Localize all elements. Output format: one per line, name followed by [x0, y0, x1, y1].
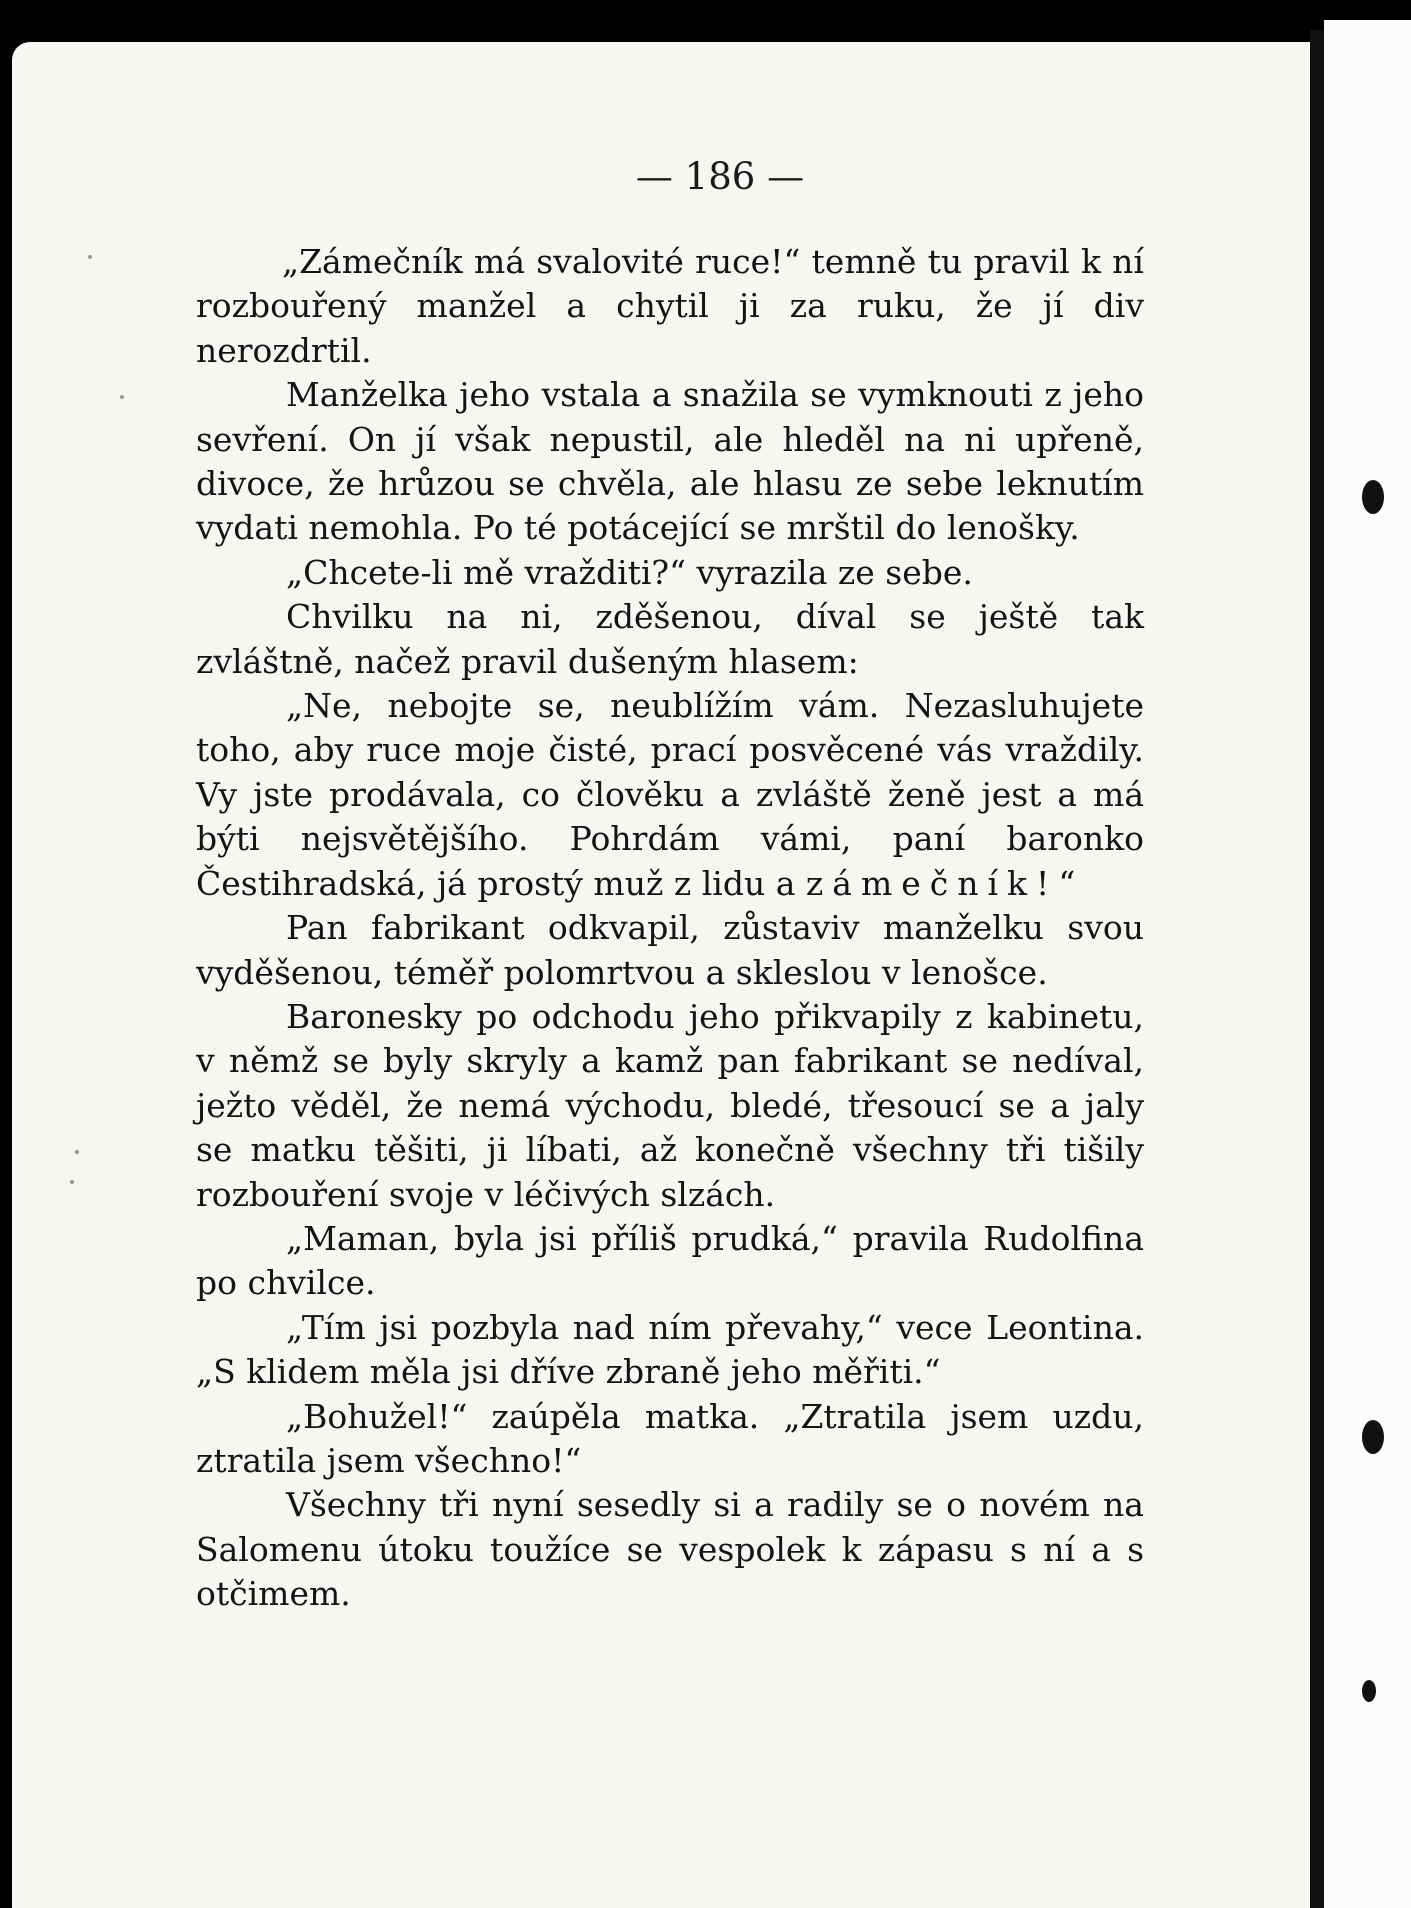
paragraph [196, 684, 1144, 906]
speck [88, 255, 92, 259]
paragraph: Manželka jeho vstala a snažila se vymknouti z jeho sevření. On jí však nepustil, ale hleděl na ni upřeně, divoce, že hrůzou se chvěla, ale hlasu ze sebe leknutím vydati nemohla. Po té potácející se mrštil do lenošky. [196, 375, 1144, 548]
body-text [196, 240, 1144, 1617]
gutter-mark [1362, 1420, 1384, 1454]
paragraph: „Maman, byla jsi příliš prudká,“ pravila Rudolfina po chvilce. [196, 1218, 1144, 1303]
paragraph: Pan fabrikant odkvapil, zůstaviv manželku svou vyděšenou, téměř polomrtvou a skleslou v lenošce. [196, 908, 1144, 992]
page-gutter [1310, 30, 1324, 1908]
paragraph: „Bohužel!“ zaúpěla matka. „Ztratila jsem uzdu, ztratila jsem všechno!“ [196, 1396, 1144, 1480]
paragraph: Všechny tři nyní sesedly si a radily se o novém na Salomenu útoku toužíce se vespolek k zápasu s ní a s otčimem. [196, 1485, 1144, 1614]
gutter-mark [1362, 1680, 1376, 1702]
speck [75, 1150, 79, 1154]
paragraph: Baronesky po odchodu jeho přikvapily z kabinetu, v němž se byly skryly a kamž pan fabrikant se nedíval, ježto věděl, že nemá východu, bledé, třesoucí se a jaly se matku těšiti, ji líbati, až konečně všechny tři tišily rozbouření svoje v léčivých slzách. [196, 996, 1144, 1214]
speck [120, 395, 124, 399]
page-number: — 186 — [635, 155, 805, 198]
paragraph: „Zámečník má svalovité ruce!“ temně tu pravil k ní rozbouřený manžel a chytil ji za ruku, že jí div nerozdrtil. [196, 242, 1144, 370]
paragraph-text: „Ne, nebojte se, neublížím vám. Nezasluhujete toho, aby ruce moje čisté, prací posvěcené vás vraždily. Vy jste prodávala, co člověku a zvláště ženě jest a má býti nejsvětějšího. Pohrdám vámi, paní baronko Čestihradská, já prostý muž z lidu a [196, 686, 1144, 903]
gutter-mark [1362, 480, 1384, 514]
paragraph: „Chcete-li mě vražditi?“ vyrazila ze sebe. [286, 552, 973, 592]
spaced-word: zámečník!“ [805, 863, 1085, 903]
paragraph: „Tím jsi pozbyla nad ním převahy,“ vece Leontina. „S klidem měla jsi dříve zbraně jeho měřiti.“ [196, 1307, 1144, 1392]
speck [70, 1180, 74, 1184]
paragraph: Chvilku na ni, zděšenou, díval se ještě tak zvláštně, načež pravil dušeným hlasem: [196, 597, 1144, 681]
facing-page-edge [1324, 20, 1411, 1908]
